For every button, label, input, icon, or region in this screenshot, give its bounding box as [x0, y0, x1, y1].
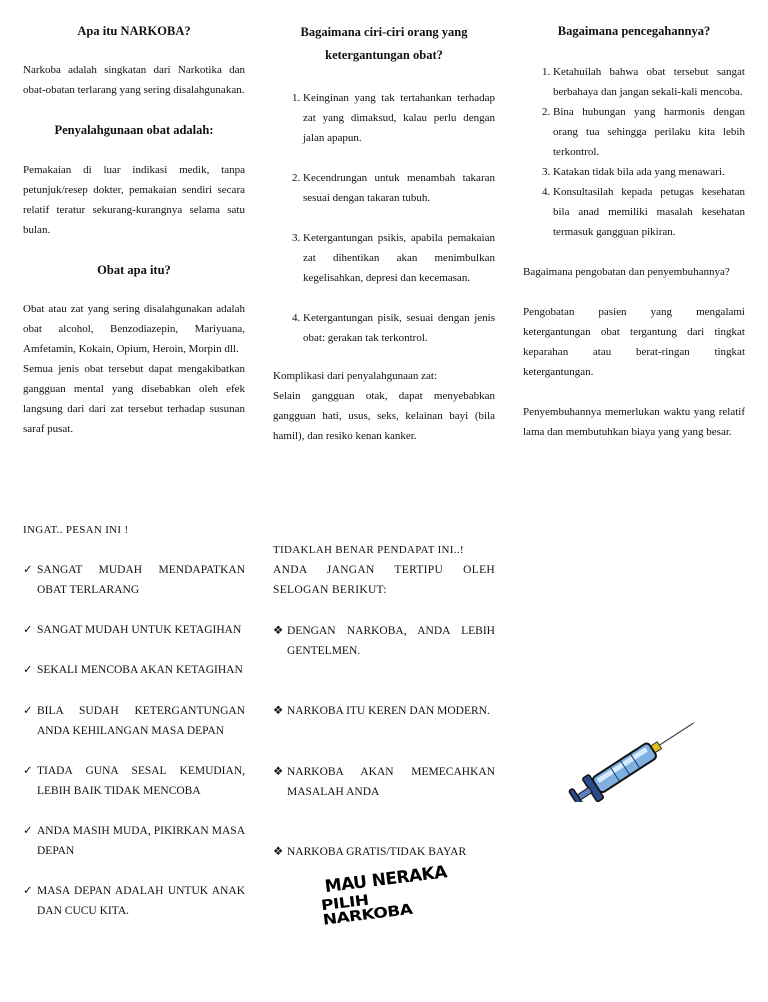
- pengobatan-question: Bagaimana pengobatan dan penyembuhannya?: [523, 266, 730, 278]
- diamond-icon: ❖: [273, 766, 284, 778]
- list-item: ❖ NARKOBA GRATIS/TIDAK BAYAR: [273, 842, 495, 862]
- slogan-line-2: PILIH NARKOBA: [320, 891, 414, 929]
- list-item: ❖ NARKOBA AKAN MEMECAHKAN MASALAH ANDA: [273, 762, 495, 802]
- list-item: ✓ ANDA MASIH MUDA, PIKIRKAN MASA DEPAN: [23, 821, 245, 861]
- list-item: 4. Konsultasilah kepada petugas kesehatan bila anad memiliki masalah kesehatan termasuk gangguan pikiran.: [553, 182, 745, 242]
- list-item: ✓ TIADA GUNA SESAL KEMUDIAN, LEBIH BAIK TIDAK MENCOBA: [23, 761, 245, 801]
- column-2: [273, 0, 495, 446]
- heading-apa-itu-narkoba: Apa itu NARKOBA?: [77, 24, 191, 38]
- list-item: 3. Ketergantungan psikis, apabila pemakaian zat dihentikan akan menimbulkan kegelisahkan, depresi dan kecemasan.: [303, 228, 495, 288]
- list-item: 4. Ketergantungan pisik, sesuai dengan jenis obat: gerakan tak terkontrol.: [303, 308, 495, 348]
- komplikasi-text: Selain gangguan otak, dapat menyebabkan gangguan hati, usus, seks, kelainan bayi (bila hamil), dan resiko kenan kanker.: [273, 390, 495, 442]
- anda-jangan-label: ANDA JANGAN TERTIPU OLEH SELOGAN BERIKUT:: [273, 564, 495, 596]
- list-item: 3. Katakan tidak bila ada yang menawari.: [553, 162, 745, 182]
- list-item: 2. Kecendrungan untuk menambah takaran sesuai dengan takaran tubuh.: [303, 168, 495, 208]
- ciri-ciri-list: [273, 88, 495, 348]
- heading-obat-apa-itu: Obat apa itu?: [97, 263, 171, 277]
- slogan-list: [273, 621, 495, 661]
- check-icon: ✓: [23, 765, 33, 777]
- list-item: ✓ SANGAT MUDAH MENDAPATKAN OBAT TERLARANG: [23, 560, 245, 600]
- list-item: ✓ SEKALI MENCOBA AKAN KETAGIHAN: [23, 660, 245, 680]
- heading-ciri-ciri: Bagaimana ciri-ciri orang yang ketergantungan obat?: [300, 25, 468, 62]
- paragraph-definition: Narkoba adalah singkatan dari Narkotika dan obat-obatan terlarang yang sering disalahgunakan.: [23, 64, 245, 96]
- check-icon: ✓: [23, 664, 33, 676]
- slogan-line-1: MAU NERAKA: [323, 862, 448, 898]
- column-3: [523, 0, 745, 442]
- heading-pencegahan: Bagaimana pencegahannya?: [557, 24, 711, 38]
- paragraph-obat-effect: Semua jenis obat tersebut dapat mengakibatkan gangguan mental yang disebabkan oleh efek langsung dari dari zat tersebut terhadap susunan saraf pusat.: [23, 363, 245, 435]
- diamond-icon: ❖: [273, 846, 284, 858]
- pencegahan-list: [523, 62, 745, 242]
- heading-penyalahgunaan: Penyalahgunaan obat adalah:: [54, 123, 214, 137]
- list-item: 1. Keinginan yang tak tertahankan terhadap zat yang dimaksud, kalau perlu dengan jalan apapun.: [303, 88, 495, 148]
- paragraph-obat-list: Obat atau zat yang sering disalahgunakan adalah obat alcohol, Benzodiazepin, Mariyuana, Amfetamin, Kokain, Opium, Heroin, Morpin dll.: [23, 303, 245, 355]
- diamond-icon: ❖: [273, 705, 284, 717]
- checklist: [23, 560, 245, 921]
- check-icon: ✓: [23, 825, 33, 837]
- list-item: ❖ DENGAN NARKOBA, ANDA LEBIH GENTELMEN.: [273, 621, 495, 661]
- ingat-label: INGAT.. PESAN INI !: [23, 524, 129, 536]
- tidak-benar-label: TIDAKLAH BENAR PENDAPAT INI..!: [273, 544, 464, 556]
- list-item: 2. Bina hubungan yang harmonis dengan orang tua sehingga perilaku kita lebih terkontrol.: [553, 102, 745, 162]
- list-item: ✓ MASA DEPAN ADALAH UNTUK ANAK DAN CUCU KITA.: [23, 881, 245, 921]
- list-item: ✓ SANGAT MUDAH UNTUK KETAGIHAN: [23, 620, 245, 640]
- slogan-wordart: [318, 863, 463, 931]
- paragraph-penyalahgunaan: Pemakaian di luar indikasi medik, tanpa petunjuk/resep dokter, pemakaian sendiri secara relatif teratur sekurang-kurangnya selama satu bulan.: [23, 164, 245, 236]
- check-icon: ✓: [23, 624, 33, 636]
- list-item: 1. Ketahuilah bahwa obat tersebut sangat berbahaya dan jangan sekali-kali mencoba.: [553, 62, 745, 102]
- penyembuhan-text: Penyembuhannya memerlukan waktu yang relatif lama dan membutuhkan biaya yang yang besar.: [523, 406, 745, 438]
- list-item: ❖ NARKOBA ITU KEREN DAN MODERN.: [273, 701, 495, 721]
- pengobatan-text: Pengobatan pasien yang mengalami ketergantungan obat tergantung dari tingkat keparahan atau berat-ringan tingkat ketergantungan.: [523, 306, 745, 378]
- komplikasi-title: Komplikasi dari penyalahgunaan zat:: [273, 370, 438, 382]
- check-icon: ✓: [23, 564, 33, 576]
- list-item: ✓ BILA SUDAH KETERGANTUNGAN ANDA KEHILANGAN MASA DEPAN: [23, 701, 245, 741]
- check-icon: ✓: [23, 705, 33, 717]
- diamond-icon: ❖: [273, 625, 284, 637]
- syringe-icon: [563, 720, 708, 802]
- column-1: [23, 0, 245, 439]
- check-icon: ✓: [23, 885, 33, 897]
